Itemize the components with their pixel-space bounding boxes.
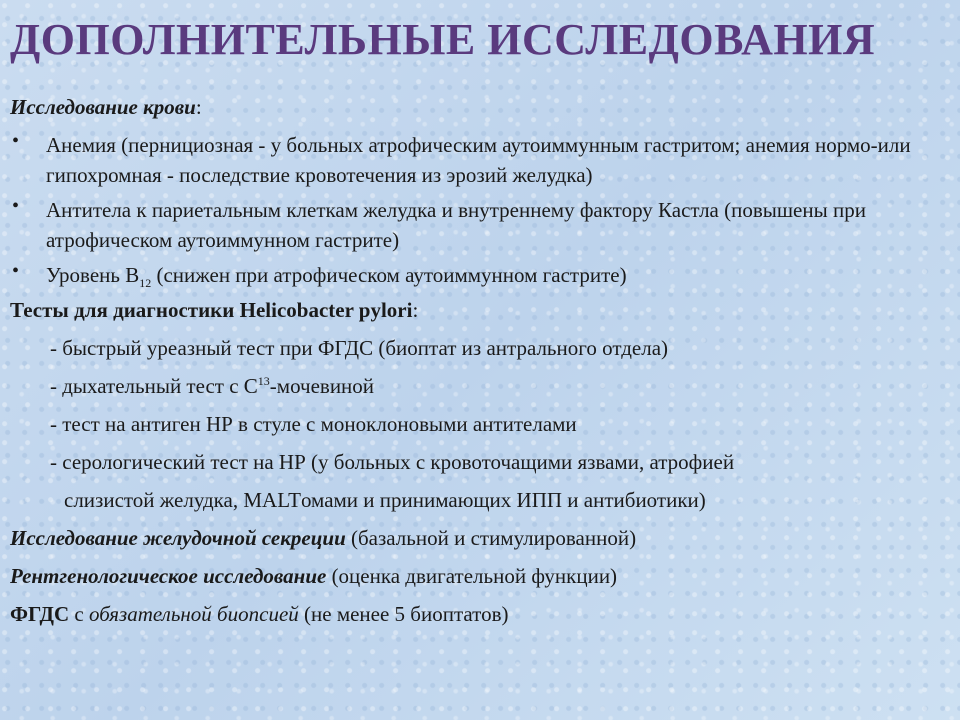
xray-heading: Рентгенологическое исследование <box>10 564 327 588</box>
hp-test-breath <box>10 371 950 401</box>
breath-superscript: 13 <box>257 374 270 388</box>
fgds-detail: (не менее 5 биоптатов) <box>298 602 509 626</box>
secretion-heading: Исследование желудочной секреции <box>10 526 346 550</box>
bullet-icon: • <box>12 195 20 217</box>
list-item <box>10 130 950 190</box>
b12-suffix: (снижен при атрофическом аутоиммунном гастрите) <box>151 263 627 287</box>
b12-subscript: 12 <box>139 276 152 291</box>
fgds-italic: обязательной биопсией <box>89 602 299 626</box>
b12-prefix: Уровень В <box>46 263 140 287</box>
fgds-line <box>10 599 950 629</box>
blood-section-heading <box>10 92 950 122</box>
list-item <box>10 260 950 290</box>
hp-heading-colon: : <box>412 298 419 322</box>
blood-tests-list <box>10 130 950 290</box>
list-item <box>10 195 950 255</box>
blood-heading-text: Исследование крови <box>10 95 196 119</box>
fgds-heading: ФГДС <box>10 602 70 626</box>
hp-test-urease: - быстрый уреазный тест при ФГДС (биоптат из антрального отдела) <box>50 336 669 360</box>
xray-detail: (оценка двигательной функции) <box>326 564 618 588</box>
hp-test-serology: - серологический тест на НР (у больных с кровоточащими язвами, атрофией <box>50 450 735 474</box>
bullet-icon: • <box>12 260 20 282</box>
hp-test-stool-antigen: - тест на антиген НР в стуле с моноклоновыми антителами <box>50 412 577 436</box>
slide-content <box>10 92 950 629</box>
secretion-line <box>10 523 950 553</box>
hp-section-heading <box>10 295 950 325</box>
hp-heading-text: Тесты для диагностики Helicobacter pylori <box>10 298 413 322</box>
antibodies-text: Антитела к париетальным клеткам желудка и внутреннему фактору Кастла (повышены при атрофическом аутоиммунном гастрите) <box>46 198 866 252</box>
blood-heading-colon: : <box>195 95 202 119</box>
breath-prefix: - дыхательный тест с С <box>50 374 258 398</box>
breath-suffix: -мочевиной <box>269 374 375 398</box>
anemia-text: Анемия (пернициозная - у больных атрофическим аутоиммунным гастритом; анемия нормо-или гипохромная - последствие кровотечения из эрозий желудка) <box>46 133 911 187</box>
bullet-icon: • <box>12 130 20 152</box>
slide-title: ДОПОЛНИТЕЛЬНЫЕ ИССЛЕДОВАНИЯ <box>10 15 876 64</box>
fgds-mid: с <box>69 602 89 626</box>
secretion-detail: (базальной и стимулированной) <box>345 526 637 550</box>
xray-line <box>10 561 950 591</box>
hp-test-serology-continued: слизистой желудка, MALTомами и принимающих ИПП и антибиотики) <box>64 488 706 512</box>
